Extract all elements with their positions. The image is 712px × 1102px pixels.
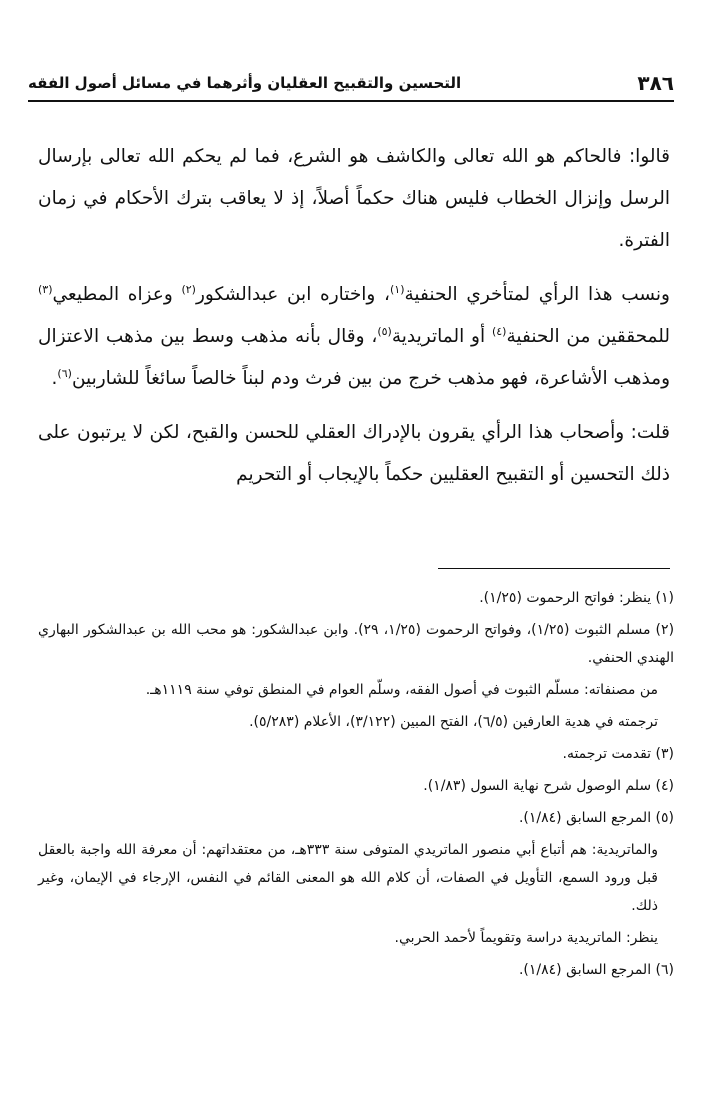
page-number: ٣٨٦ — [637, 71, 674, 95]
footnote-5-reference: ينظر: الماتريدية دراسة وتقويماً لأحمد الحربي. — [394, 930, 658, 946]
footnote-separator — [438, 568, 670, 569]
text-segment: ونسب هذا الرأي لمتأخري الحنفية — [404, 284, 670, 305]
footnote-ref-4: (٤) — [491, 324, 507, 338]
text-segment: وعزاه المطيعي — [52, 284, 182, 305]
main-text — [38, 136, 670, 508]
footnote-ref-3: (٣) — [38, 282, 53, 296]
text-segment: ، وقال بأنه مذهب وسط بين مذهب الاعتزال ومذهب الأشاعرة، فهو مذهب خرج من بين فرث ودم لبناً خالصاً سائغاً للشاربين — [38, 326, 670, 389]
text-segment: ، واختاره ابن عبدالشكور — [195, 284, 390, 305]
footnote-ref-6: (٦) — [57, 366, 72, 380]
footnote-2: (٢) مسلم الثبوت (١/٢٥)، وفواتح الرحموت (١/٢٥، ٢٩). وابن عبدالشكور: هو محب الله بن عبدالشكور البهاري الهندي الحنفي. — [38, 622, 675, 666]
footnote-ref-5: (٥) — [377, 324, 392, 338]
footnote-ref-2: (٢) — [181, 282, 196, 296]
footnote-6: (٦) المرجع السابق (١/٨٤). — [518, 962, 674, 978]
footnote-2-sources: ترجمته في هدية العارفين (٦/٥)، الفتح المبين (٣/١٢٢)، الأعلام (٥/٢٨٣). — [249, 714, 658, 730]
footnote-4: (٤) سلم الوصول شرح نهاية السول (١/٨٣). — [423, 778, 674, 794]
footnotes — [38, 584, 674, 988]
page-header — [28, 70, 674, 96]
text-segment: للمحققين من الحنفية — [506, 326, 670, 347]
footnote-5: (٥) المرجع السابق (١/٨٤). — [518, 810, 674, 826]
footnote-2-works: من مصنفاته: مسلّم الثبوت في أصول الفقه، وسلّم العوام في المنطق توفي سنة ١١١٩هـ. — [145, 682, 658, 698]
paragraph-1: قالوا: فالحاكم هو الله تعالى والكاشف هو الشرع، فما لم يحكم الله تعالى بإرسال الرسل وإنزال الخطاب فليس هناك حكماً أصلاً، إذ لا يعاقب بترك الأحكام في زمان الفترة. — [38, 146, 670, 251]
text-segment: أو الماتريدية — [391, 326, 492, 347]
paragraph-2 — [38, 274, 670, 400]
footnote-ref-1: (١) — [390, 282, 405, 296]
footnote-3: (٣) تقدمت ترجمته. — [562, 746, 674, 762]
footnote-1: (١) ينظر: فواتح الرحموت (١/٢٥). — [479, 590, 674, 606]
running-title: التحسين والتقبيح العقليان وأثرهما في مسائل أصول الفقه — [28, 74, 462, 92]
header-rule — [28, 100, 674, 102]
text-segment: . — [51, 368, 58, 389]
footnote-5-definition: والماتريدية: هم أتباع أبي منصور الماتريدي المتوفى سنة ٣٣٣هـ، من معتقداتهم: أن معرفة الله واجبة بالعقل قبل ورود السمع، التأويل في الصفات، أن كلام الله هو المعنى القائم في النفس، الإرجاء في الإيمان، وغير ذلك. — [38, 842, 658, 914]
paragraph-3: قلت: وأصحاب هذا الرأي يقرون بالإدراك العقلي للحسن والقبح، لكن لا يرتبون على ذلك التحسين أو التقبيح العقليين حكماً بالإيجاب أو التحريم — [38, 422, 670, 485]
